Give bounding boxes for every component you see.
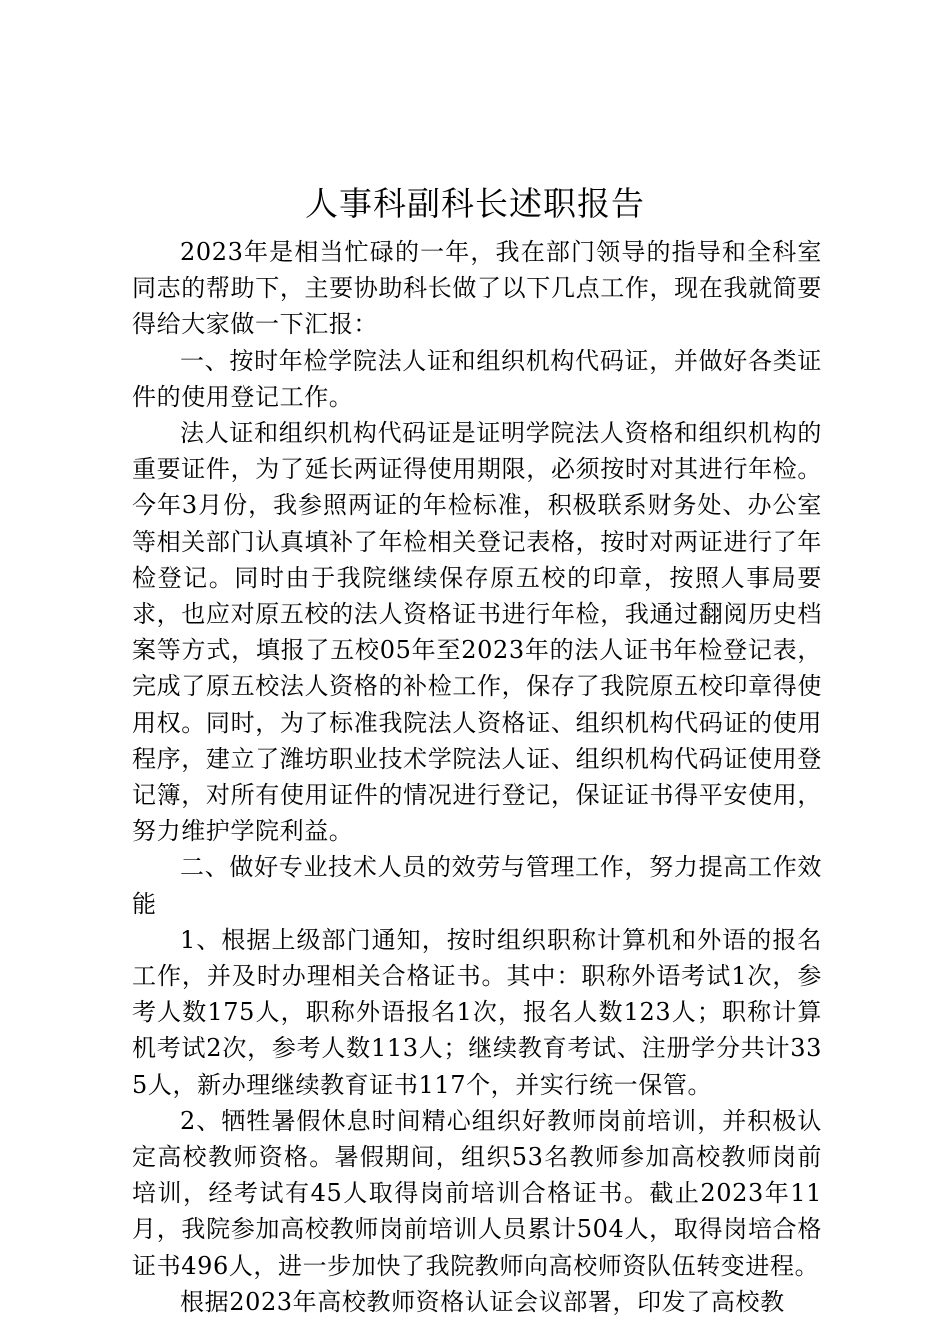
paragraph-certificates: 法人证和组织机构代码证是证明学院法人资格和组织机构的重要证件，为了延长两证得使用期限，必须按时对其进行年检。今年3月份，我参照两证的年检标准，积极联系财务处、办公室等相关部门认真填补了年检相关登记表格，按时对两证进行了年检登记。同时由于我院继续保存原五校的印章，按照人事局要求，也应对原五校的法人资格证书进行年检，我通过翻阅历史档案等方式，填报了五校05年至2023年的法人证书年检登记表，完成了原五校法人资格的补检工作，保存了我院原五校印章得使用权。同时，为了标准我院法人资格证、组织机构代码证的使用程序，建立了潍坊职业技术学院法人证、组织机构代码证使用登记簿，对所有使用证件的情况进行登记，保证证书得平安使用，努力维护学院利益。: [132, 419, 822, 846]
document-title: 人事科副科长述职报告: [305, 184, 645, 223]
paragraph-intro: 2023年是相当忙碌的一年，我在部门领导的指导和全科室同志的帮助下，主要协助科长做了以下几点工作，现在我就简要得给大家做一下汇报：: [132, 238, 822, 339]
section-heading-2: 二、做好专业技术人员的效劳与管理工作，努力提高工作效能: [132, 853, 822, 918]
section-heading-1: 一、按时年检学院法人证和组织机构代码证，并做好各类证件的使用登记工作。: [132, 346, 822, 411]
document-body: [132, 234, 822, 1320]
paragraph-exams: 1、根据上级部门通知，按时组织职称计算机和外语的报名工作，并及时办理相关合格证书。其中：职称外语考试1次，参考人数175人，职称外语报名1次，报名人数123人；职称计算机考试2次，参考人数113人；继续教育考试、注册学分共计335人，新办理继续教育证书117个，并实行统一保管。: [132, 925, 822, 1099]
paragraph-qualification: 根据2023年高校教师资格认证会议部署，印发了高校教: [180, 1287, 785, 1316]
paragraph-training: 2、牺牲暑假休息时间精心组织好教师岗前培训，并积极认定高校教师资格。暑假期间，组织53名教师参加高校教师岗前培训，经考试有45人取得岗前培训合格证书。截止2023年11月，我院参加高校教师岗前培训人员累计504人，取得岗培合格证书496人，进一步加快了我院教师向高校师资队伍转变进程。: [132, 1106, 822, 1280]
